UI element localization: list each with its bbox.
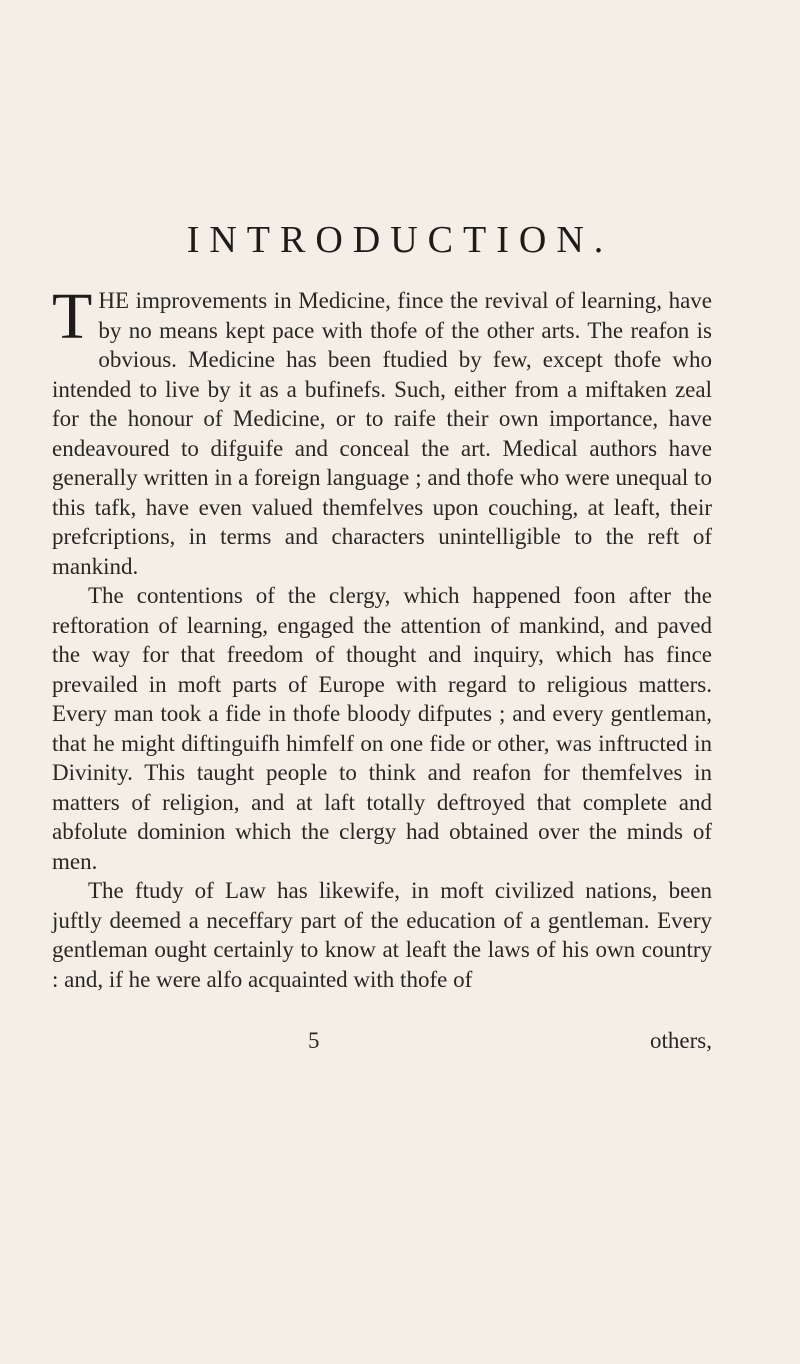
paragraph-2: The contentions of the clergy, which happened foon after the reftoration of learning, engaged the attention of mankind, and paved the way for that freedom of thought and inquiry, which has fince prevailed in moft parts of Europe with regard to religious matters. Every man took a fide in thofe bloody difputes ; and every gentleman, that he might diftinguifh himfelf on one fide or other, was inftructed in Divinity. This taught people to think and reafon for themfelves in matters of religion, and at laft totally deftroyed that complete and abfolute dominion which the clergy had obtained over the minds of men. [52,583,712,874]
catchword: others, [650,1028,712,1053]
paragraph-1-text: HE improvements in Medicine, fince the revival of learning, have by no means kept pace with thofe of the other arts. The reafon is obvious. Medicine has been ftudied by few, except thofe who intended to live by it as a bufinefs. Such, either from a miftaken zeal for the honour of Medicine, or to raife their own importance, have endeavoured to difguife and conceal the art. Medical authors have generally written in a foreign language ; and thofe who were unequal to this tafk, have even valued themfelves upon couching, at leaft, their prefcriptions, in terms and characters unintelligible to the reft of mankind. [52,288,712,579]
signature-mark: 5 [308,1028,320,1053]
body-text [52,280,712,994]
page-heading: INTRODUCTION. [186,219,614,261]
drop-cap: T [52,280,93,353]
paragraph-3: The ftudy of Law has likewife, in moft civilized nations, been juftly deemed a neceffary part of the education of a gentleman. Every gentleman ought certainly to know at leaft the laws of his own country : and, if he were alfo acquainted with thofe of [52,878,712,992]
paragraph-1 [52,280,712,581]
